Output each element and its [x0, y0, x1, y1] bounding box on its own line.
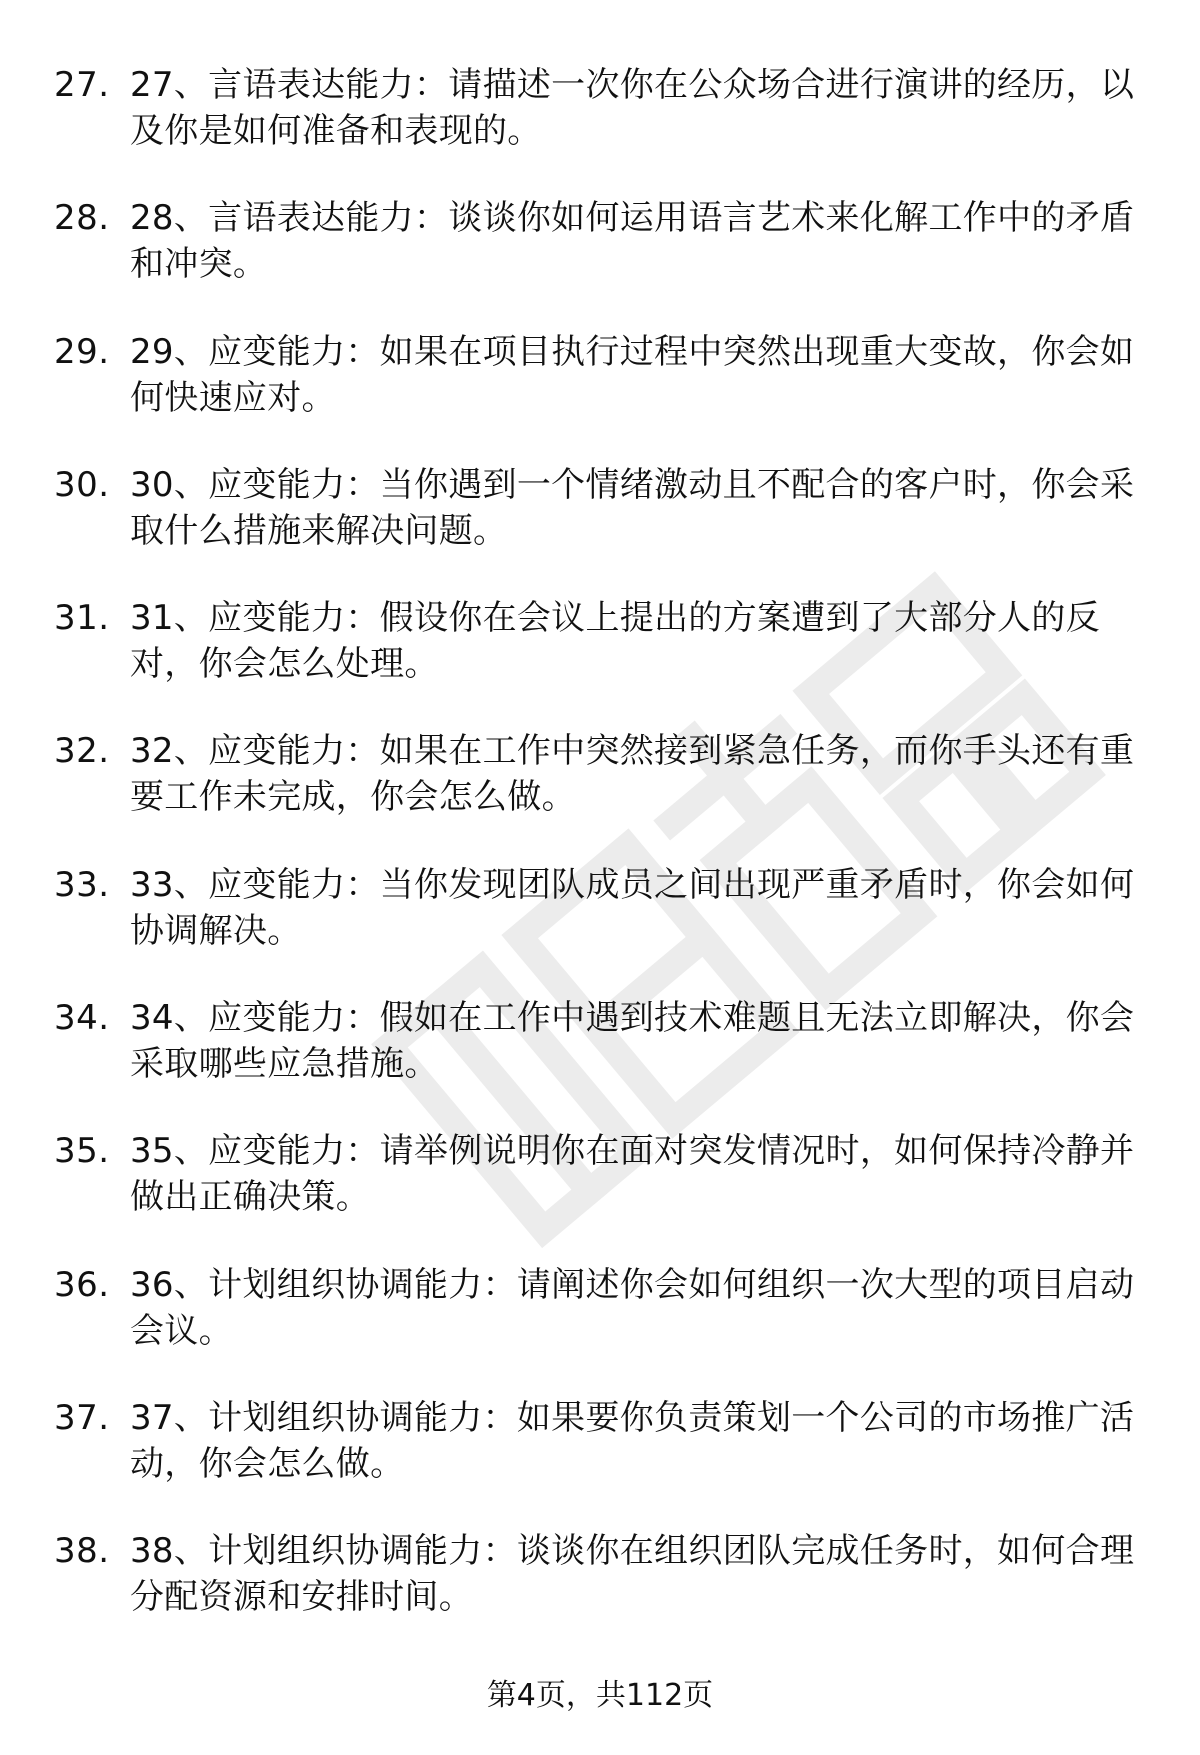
- item-number: 38.: [54, 1531, 110, 1572]
- list-item: [54, 1395, 1154, 1528]
- list-item: [54, 862, 1154, 995]
- item-text: 31、应变能力：假设你在会议上提出的方案遭到了大部分人的反对，你会怎么处理。: [130, 598, 1100, 685]
- item-text: 32、应变能力：如果在工作中突然接到紧急任务，而你手头还有重要工作未完成，你会怎么做。: [130, 731, 1135, 818]
- item-text: 36、计划组织协调能力：请阐述你会如何组织一次大型的项目启动会议。: [130, 1264, 1135, 1351]
- item-number: 29.: [54, 331, 110, 372]
- item-number: 37.: [54, 1397, 110, 1438]
- item-number: 27.: [54, 65, 110, 105]
- item-number: 31.: [54, 598, 110, 639]
- item-number: 32.: [54, 731, 110, 772]
- list-item: [54, 1262, 1154, 1395]
- item-text: 37、计划组织协调能力：如果要你负责策划一个公司的市场推广活动，你会怎么做。: [130, 1397, 1135, 1484]
- item-number: 30.: [54, 464, 110, 505]
- list-item: [54, 329, 1154, 462]
- list-item: [54, 195, 1154, 328]
- item-text: 28、言语表达能力：谈谈你如何运用语言艺术来化解工作中的矛盾和冲突。: [130, 198, 1135, 285]
- item-text: 33、应变能力：当你发现团队成员之间出现严重矛盾时，你会如何协调解决。: [130, 864, 1135, 951]
- list-item: [54, 995, 1154, 1128]
- item-text: 29、应变能力：如果在项目执行过程中突然出现重大变故，你会如何快速应对。: [130, 331, 1135, 418]
- item-text: 35、应变能力：请举例说明你在面对突发情况时，如何保持冷静并做出正确决策。: [130, 1131, 1135, 1218]
- list-item: [54, 728, 1154, 861]
- item-number: 35.: [54, 1131, 110, 1172]
- item-text: 38、计划组织协调能力：谈谈你在组织团队完成任务时，如何合理分配资源和安排时间。: [130, 1531, 1135, 1618]
- item-text: 30、应变能力：当你遇到一个情绪激动且不配合的客户时，你会采取什么措施来解决问题。: [130, 464, 1135, 551]
- item-number: 34.: [54, 998, 110, 1039]
- item-text: 34、应变能力：假如在工作中遇到技术难题且无法立即解决，你会采取哪些应急措施。: [130, 998, 1135, 1085]
- item-number: 36.: [54, 1264, 110, 1305]
- list-item: [54, 1128, 1154, 1261]
- page-indicator: 第4页，共112页: [486, 1678, 714, 1713]
- item-text: 27、言语表达能力：请描述一次你在公众场合进行演讲的经历，以及你是如何准备和表现的。: [130, 65, 1135, 151]
- question-list: [54, 62, 1154, 1662]
- item-number: 28.: [54, 198, 110, 239]
- list-item: [54, 462, 1154, 595]
- item-number: 33.: [54, 864, 110, 905]
- list-item: [54, 1528, 1154, 1661]
- list-item: [54, 62, 1154, 195]
- list-item: [54, 595, 1154, 728]
